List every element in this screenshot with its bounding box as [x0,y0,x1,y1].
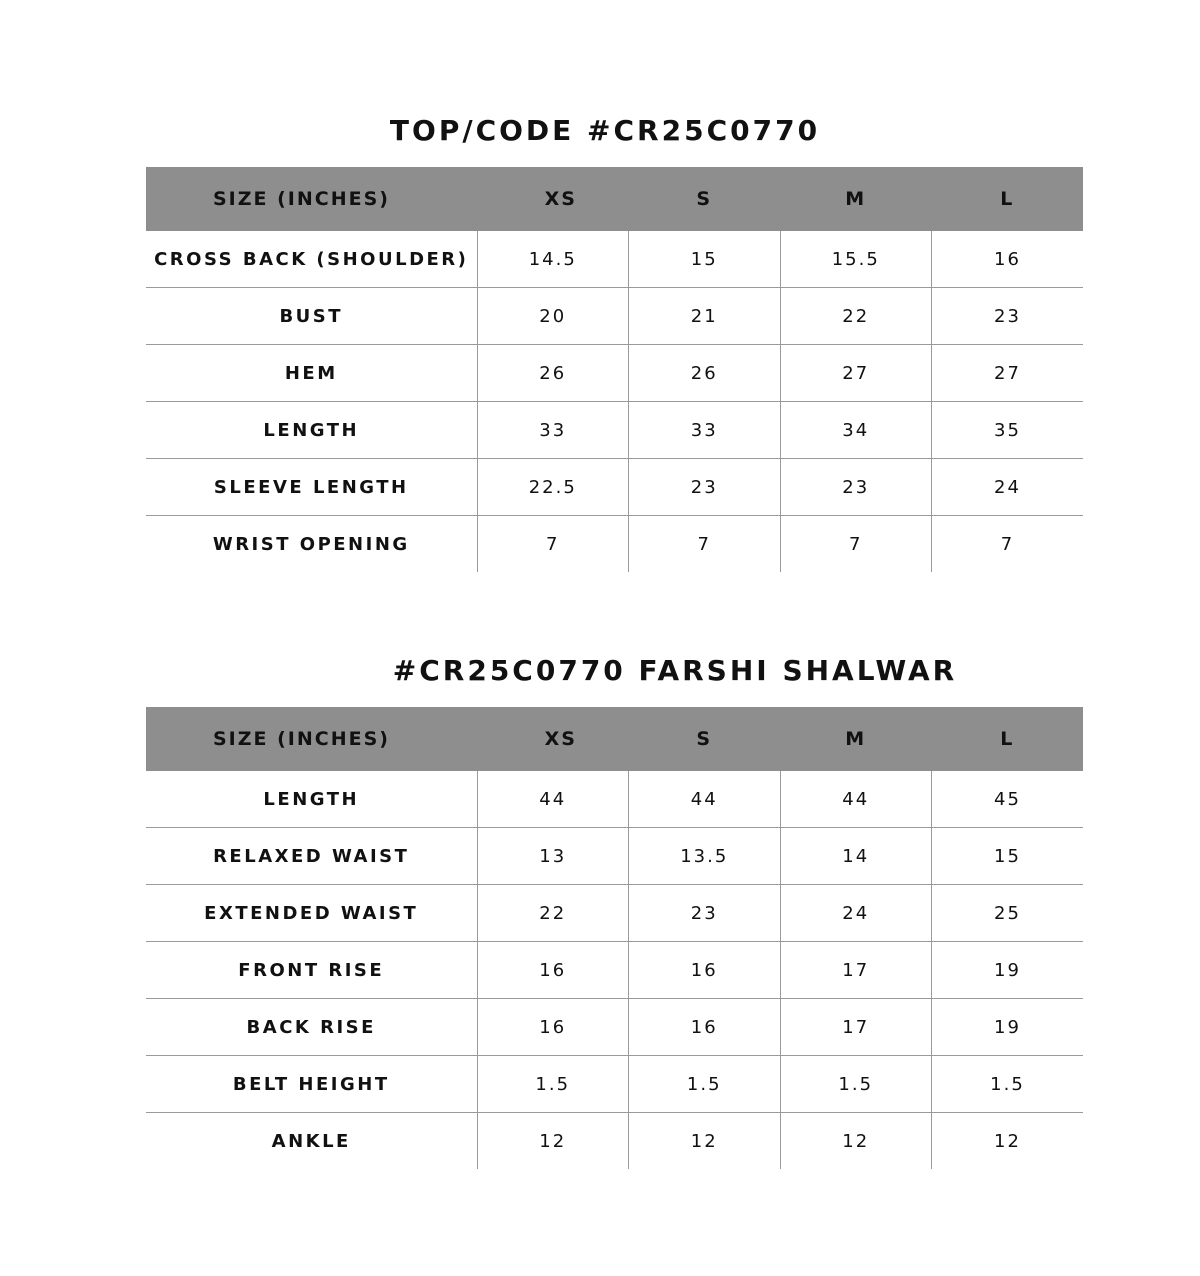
table-row [146,1113,1083,1170]
cell-m: 12 [780,1113,932,1170]
cell-xs: 12 [477,1113,629,1170]
cell-l: 35 [932,402,1084,459]
table-row [146,885,1083,942]
cell-l: 45 [932,771,1084,828]
cell-s: 21 [629,288,781,345]
top-size-chart-title: TOP/CODE #CR25C0770 [389,113,821,147]
cell-m: 34 [780,402,932,459]
row-label: HEM [146,345,477,402]
cell-xs: 22.5 [477,459,629,516]
cell-m: 22 [780,288,932,345]
cell-xs: 14.5 [477,231,629,288]
cell-s: 1.5 [629,1056,781,1113]
table-header-row [146,167,1083,231]
cell-xs: 7 [477,516,629,573]
cell-s: 12 [629,1113,781,1170]
cell-s: 26 [629,345,781,402]
cell-xs: 13 [477,828,629,885]
header-cell-size-label: SIZE (INCHES) [146,707,477,771]
cell-m: 27 [780,345,932,402]
cell-s: 44 [629,771,781,828]
cell-l: 7 [932,516,1084,573]
header-cell-s: S [629,167,781,231]
cell-l: 25 [932,885,1084,942]
shalwar-size-table [146,707,1083,1169]
cell-m: 17 [780,999,932,1056]
row-label: SLEEVE LENGTH [146,459,477,516]
row-label: BELT HEIGHT [146,1056,477,1113]
cell-m: 24 [780,885,932,942]
table-row [146,771,1083,828]
table-header-row [146,707,1083,771]
cell-l: 19 [932,999,1084,1056]
cell-s: 33 [629,402,781,459]
cell-l: 19 [932,942,1084,999]
cell-l: 27 [932,345,1084,402]
row-label: FRONT RISE [146,942,477,999]
cell-s: 13.5 [629,828,781,885]
cell-s: 7 [629,516,781,573]
cell-xs: 44 [477,771,629,828]
row-label: CROSS BACK (SHOULDER) [154,248,469,270]
row-label: WRIST OPENING [146,516,477,573]
cell-s: 16 [629,999,781,1056]
header-cell-s: S [629,707,781,771]
row-label: ANKLE [146,1113,477,1170]
cell-m: 17 [780,942,932,999]
cell-s: 15 [629,231,781,288]
table-row [146,942,1083,999]
table-row [146,288,1083,345]
cell-m: 23 [780,459,932,516]
table-row [146,345,1083,402]
cell-xs: 16 [477,999,629,1056]
row-label: EXTENDED WAIST [146,885,477,942]
cell-m: 15.5 [780,231,932,288]
row-label: BUST [146,288,477,345]
cell-l: 24 [932,459,1084,516]
table-row [146,999,1083,1056]
cell-xs: 16 [477,942,629,999]
table-row [146,402,1083,459]
shalwar-size-chart-title: #CR25C0770 FARSHI SHALWAR [392,653,958,687]
cell-l: 12 [932,1113,1084,1170]
header-cell-xs: XS [477,707,629,771]
header-cell-l: L [932,167,1084,231]
header-cell-l: L [932,707,1084,771]
cell-xs: 1.5 [477,1056,629,1113]
cell-s: 23 [629,459,781,516]
cell-xs: 26 [477,345,629,402]
cell-xs: 20 [477,288,629,345]
cell-l: 15 [932,828,1084,885]
cell-m: 14 [780,828,932,885]
row-label: LENGTH [263,788,360,810]
header-cell-xs: XS [477,167,629,231]
cell-xs: 33 [477,402,629,459]
table-row [146,516,1083,573]
row-label: BACK RISE [146,999,477,1056]
row-label: RELAXED WAIST [146,828,477,885]
cell-m: 7 [780,516,932,573]
row-label: LENGTH [146,402,477,459]
cell-l: 23 [932,288,1084,345]
table-row [146,828,1083,885]
table-row [146,459,1083,516]
header-cell-m: M [780,167,932,231]
cell-m: 44 [780,771,932,828]
cell-s: 23 [629,885,781,942]
cell-xs: 22 [477,885,629,942]
header-cell-m: M [780,707,932,771]
header-cell-size-label: SIZE (INCHES) [146,167,477,231]
cell-l: 16 [932,231,1084,288]
cell-s: 16 [629,942,781,999]
top-size-table [146,167,1083,572]
table-row [146,231,1083,288]
table-row [146,1056,1083,1113]
cell-l: 1.5 [932,1056,1084,1113]
cell-m: 1.5 [780,1056,932,1113]
